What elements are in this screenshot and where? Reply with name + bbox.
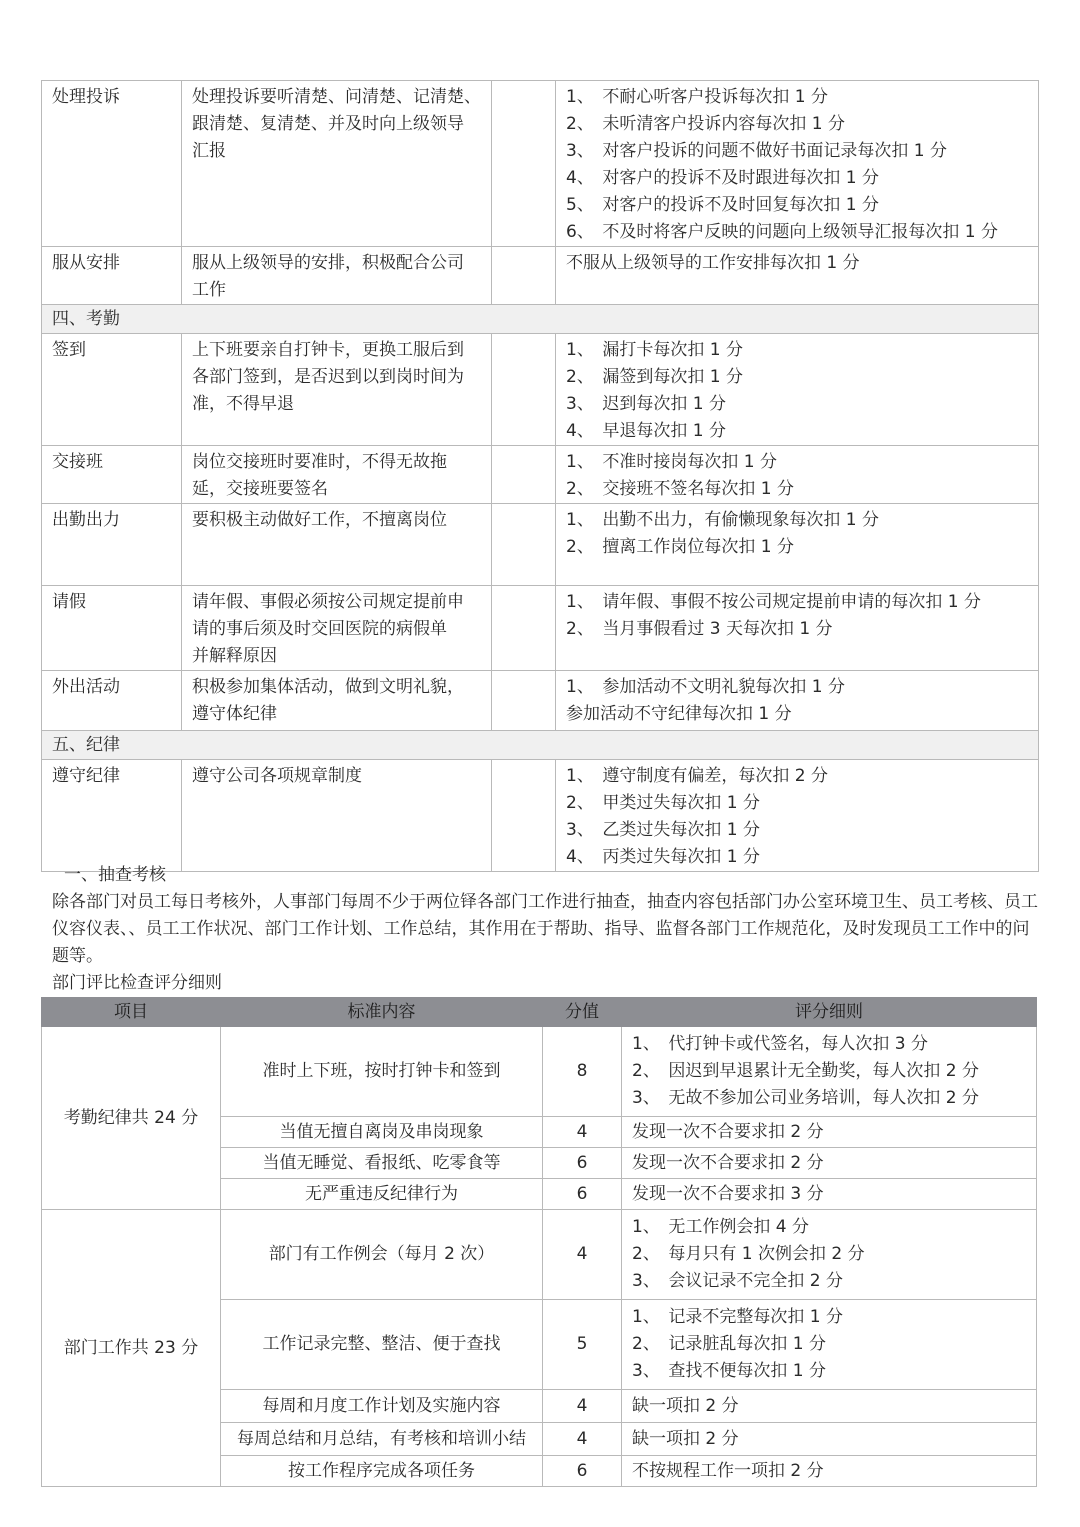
detail-line: 2、 未听清客户投诉内容每次扣 1 分: [566, 114, 845, 134]
standard-line: 延，交接班要签名: [192, 479, 328, 499]
detail-line: 发现一次不合要求扣 2 分: [632, 1122, 824, 1142]
rule-blank-cell: [492, 334, 556, 446]
rule-row: [42, 81, 1039, 247]
detail-line: 1、 遵守制度有偏差，每次扣 2 分: [566, 766, 828, 786]
rule-blank-cell: [492, 81, 556, 247]
standard-cell: 按工作程序完成各项任务: [221, 1456, 543, 1487]
rule-name: 遵守纪律: [42, 760, 182, 872]
rule-row: [42, 504, 1039, 586]
rule-details: [556, 247, 1039, 305]
detail-line: 3、 会议记录不完全扣 2 分: [632, 1271, 843, 1291]
detail-line: 1、 无工作例会扣 4 分: [632, 1217, 809, 1237]
rule-row: [42, 247, 1039, 305]
header-score: 分值: [543, 998, 622, 1027]
rule-blank-cell: [492, 446, 556, 504]
rule-blank-cell: [492, 671, 556, 731]
rule-blank-cell: [492, 247, 556, 305]
header-standard: 标准内容: [221, 998, 543, 1027]
standard-cell: 无严重违反纪律行为: [221, 1179, 543, 1210]
detail-line: 3、 迟到每次扣 1 分: [566, 394, 726, 414]
standard-line: 遵守公司各项规章制度: [192, 766, 362, 786]
rule-standard: [182, 504, 492, 586]
detail-line: 1、 不耐心听客户投诉每次扣 1 分: [566, 87, 828, 107]
group-item: 考勤纪律共 24 分: [42, 1027, 221, 1210]
score-cell: 6: [543, 1148, 622, 1179]
detail-cell: [622, 1210, 1037, 1300]
standard-line: 并解释原因: [192, 646, 277, 666]
detail-line: 2、 交接班不签名每次扣 1 分: [566, 479, 794, 499]
detail-line: 2、 擅离工作岗位每次扣 1 分: [566, 537, 794, 557]
rule-name: 交接班: [42, 446, 182, 504]
detail-cell: [622, 1148, 1037, 1179]
rule-details: [556, 586, 1039, 671]
detail-line: 2、 漏签到每次扣 1 分: [566, 367, 743, 387]
detail-line: 1、 记录不完整每次扣 1 分: [632, 1307, 843, 1327]
detail-line: 3、 查找不便每次扣 1 分: [632, 1361, 826, 1381]
dept-row: [42, 1027, 1037, 1117]
rule-standard: [182, 334, 492, 446]
standard-cell: 当值无睡觉、看报纸、吃零食等: [221, 1148, 543, 1179]
detail-line: 1、 不准时接岗每次扣 1 分: [566, 452, 777, 472]
detail-cell: [622, 1117, 1037, 1148]
spot-check-section: [52, 862, 1042, 997]
detail-line: 发现一次不合要求扣 3 分: [632, 1184, 824, 1204]
rule-details: [556, 671, 1039, 731]
rule-standard: [182, 247, 492, 305]
score-cell: 6: [543, 1179, 622, 1210]
detail-line: 2、 记录脏乱每次扣 1 分: [632, 1334, 826, 1354]
standard-cell: 每周和月度工作计划及实施内容: [221, 1390, 543, 1423]
standard-line: 积极参加集体活动，做到文明礼貌，: [192, 677, 464, 697]
score-cell: 6: [543, 1456, 622, 1487]
standard-line: 岗位交接班时要准时，不得无故拖: [192, 452, 447, 472]
score-cell: 4: [543, 1117, 622, 1148]
detail-cell: [622, 1456, 1037, 1487]
detail-cell: [622, 1179, 1037, 1210]
detail-line: 4、 丙类过失每次扣 1 分: [566, 847, 760, 867]
rule-blank-cell: [492, 504, 556, 586]
detail-line: 不按规程工作一项扣 2 分: [632, 1461, 824, 1481]
detail-line: 5、 对客户的投诉不及时回复每次扣 1 分: [566, 195, 879, 215]
standard-line: 上下班要亲自打钟卡，更换工服后到: [192, 340, 464, 360]
detail-line: 6、 不及时将客户反映的问题向上级领导汇报每次扣 1 分: [566, 222, 998, 242]
rule-name: 处理投诉: [42, 81, 182, 247]
detail-line: 2、 因迟到早退累计无全勤奖，每人次扣 2 分: [632, 1061, 979, 1081]
rule-row: [42, 671, 1039, 731]
detail-line: 4、 早退每次扣 1 分: [566, 421, 726, 441]
detail-cell: [622, 1300, 1037, 1390]
rule-name: 服从安排: [42, 247, 182, 305]
section-heading: 一、抽查考核: [64, 865, 166, 885]
rule-standard: [182, 81, 492, 247]
table-header-row: [42, 998, 1037, 1027]
header-item: 项目: [42, 998, 221, 1027]
rule-name: 出勤出力: [42, 504, 182, 586]
section-title: 四、考勤: [42, 305, 1039, 334]
rule-blank-cell: [492, 760, 556, 872]
rule-name: 签到: [42, 334, 182, 446]
rules-table: [41, 80, 1039, 872]
detail-line: 参加活动不守纪律每次扣 1 分: [566, 704, 792, 724]
standard-line: 请的事后须及时交回医院的病假单: [192, 619, 447, 639]
standard-line: 要积极主动做好工作，不擅离岗位: [192, 510, 447, 530]
rule-standard: [182, 586, 492, 671]
standard-line: 服从上级领导的安排，积极配合公司: [192, 253, 464, 273]
rule-blank-cell: [492, 586, 556, 671]
rule-standard: [182, 760, 492, 872]
standard-line: 处理投诉要听清楚、问清楚、记清楚、: [192, 87, 481, 107]
rule-details: [556, 446, 1039, 504]
score-cell: 8: [543, 1027, 622, 1117]
detail-cell: [622, 1027, 1037, 1117]
detail-line: 4、 对客户的投诉不及时跟进每次扣 1 分: [566, 168, 879, 188]
detail-line: 2、 每月只有 1 次例会扣 2 分: [632, 1244, 865, 1264]
standard-line: 准，不得早退: [192, 394, 294, 414]
dept-row: [42, 1210, 1037, 1300]
detail-line: 2、 甲类过失每次扣 1 分: [566, 793, 760, 813]
detail-line: 2、 当月事假看过 3 天每次扣 1 分: [566, 619, 833, 639]
detail-line: 缺一项扣 2 分: [632, 1429, 739, 1449]
detail-line: 3、 对客户投诉的问题不做好书面记录每次扣 1 分: [566, 141, 947, 161]
standard-line: 汇报: [192, 141, 226, 161]
rule-standard: [182, 671, 492, 731]
table-caption: 部门评比检查评分细则: [52, 973, 222, 993]
detail-line: 1、 出勤不出力，有偷懒现象每次扣 1 分: [566, 510, 879, 530]
detail-line: 1、 请年假、事假不按公司规定提前申请的每次扣 1 分: [566, 592, 981, 612]
score-cell: 4: [543, 1210, 622, 1300]
standard-line: 工作: [192, 280, 226, 300]
standard-cell: 当值无擅自离岗及串岗现象: [221, 1117, 543, 1148]
standard-cell: 工作记录完整、整洁、便于查找: [221, 1300, 543, 1390]
rule-details: [556, 334, 1039, 446]
section-row: [42, 731, 1039, 760]
score-cell: 5: [543, 1300, 622, 1390]
standard-line: 跟清楚、复清楚、并及时向上级领导: [192, 114, 464, 134]
rule-name: 请假: [42, 586, 182, 671]
detail-line: 1、 参加活动不文明礼貌每次扣 1 分: [566, 677, 845, 697]
section-paragraph: 除各部门对员工每日考核外，人事部门每周不少于两位铎各部门工作进行抽查，抽查内容包括部门办公室环境卫生、员工考核、员工仪容仪表、、员工工作状况、部门工作计划、工作总结，其作用在于帮助、指导、监督各部门工作规范化，及时发现员工工作中的问题等。: [52, 892, 1038, 966]
score-cell: 4: [543, 1390, 622, 1423]
standard-line: 遵守体纪律: [192, 704, 277, 724]
detail-line: 不服从上级领导的工作安排每次扣 1 分: [566, 253, 860, 273]
detail-line: 1、 漏打卡每次扣 1 分: [566, 340, 743, 360]
dept-score-table: [41, 997, 1037, 1487]
detail-line: 3、 无故不参加公司业务培训，每人次扣 2 分: [632, 1088, 979, 1108]
detail-cell: [622, 1423, 1037, 1456]
rule-row: [42, 760, 1039, 872]
standard-cell: 准时上下班，按时打钟卡和签到: [221, 1027, 543, 1117]
rule-standard: [182, 446, 492, 504]
section-title: 五、纪律: [42, 731, 1039, 760]
detail-line: 发现一次不合要求扣 2 分: [632, 1153, 824, 1173]
standard-line: 请年假、事假必须按公司规定提前申: [192, 592, 464, 612]
rule-details: [556, 504, 1039, 586]
rule-row: [42, 334, 1039, 446]
rule-row: [42, 446, 1039, 504]
rule-row: [42, 586, 1039, 671]
header-detail: 评分细则: [622, 998, 1037, 1027]
score-cell: 4: [543, 1423, 622, 1456]
section-row: [42, 305, 1039, 334]
standard-cell: 每周总结和月总结，有考核和培训小结: [221, 1423, 543, 1456]
detail-line: 3、 乙类过失每次扣 1 分: [566, 820, 760, 840]
standard-cell: 部门有工作例会（每月 2 次）: [221, 1210, 543, 1300]
rule-name: 外出活动: [42, 671, 182, 731]
standard-line: 各部门签到，是否迟到以到岗时间为: [192, 367, 464, 387]
rule-details: [556, 81, 1039, 247]
rule-details: [556, 760, 1039, 872]
group-item: 部门工作共 23 分: [42, 1210, 221, 1487]
detail-cell: [622, 1390, 1037, 1423]
detail-line: 1、 代打钟卡或代签名，每人次扣 3 分: [632, 1034, 928, 1054]
detail-line: 缺一项扣 2 分: [632, 1396, 739, 1416]
